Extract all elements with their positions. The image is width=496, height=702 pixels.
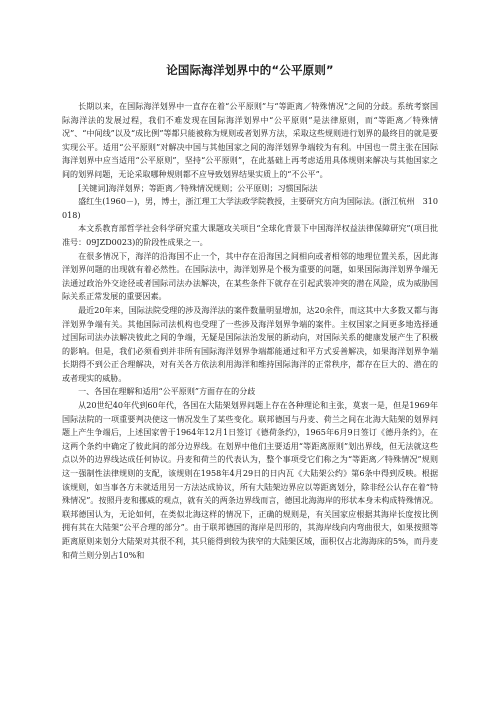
abstract-paragraph: 长期以来，在国际海洋划界中一直存在着“公平原则”与“等距离／特殊情况”之间的分歧。系统考察国际海洋法的发展过程，我们不难发现在国际海洋划界中“公平原则”是法律原则，而“等距离／特殊情况”、“中间线”以及“成比例”等都只能被称为规则或者划界方法，采取这些规则进行划界的最终目的就是要实现公平。适用“公平原则”对解决中国与其他国家之间的海洋划界争端较为有利。中国也一贯主张在国际海洋划界中应当适用“公平原则”，坚持“公平原则”，在此基础上再考虑适用具体规则来解决与其他国家之间的划界问题，无论采取哪种规则都不应导致划界结果实质上的“不公平”。 — [62, 102, 438, 179]
intro-paragraph-2: 最近20年来，国际法院受理的涉及海洋法的案件数量明显增加，达20余件，而这其中大多数又都与海洋划界争端有关。其他国际司法机构也受理了一些涉及海洋划界争端的案件。主权国家之间更多地选择通过国际司法办法解决彼此之间的争端，无疑是国际法治发展的新动向，对国际关系的健康发展产生了积极的影响。但是，我们必须看到并非所有国际海洋划界争端都能通过和平方式妥善解决，如果海洋划界争端长期得不到公正合理解决，对有关各方依法利用海洋和维持国际海洋的正常秩序，都存在巨大的、潜在的或者现实的威胁。 — [62, 305, 438, 383]
intro-paragraph-1: 在很多情况下，海洋的沿海国不止一个，其中存在沿海国之间相向或者相邻的地理位置关系，因此海洋划界问题的出现就有着必然性。在国际法中，海洋划界是个极为重要的问题，如果国际海洋划界争端无法通过政治外交途径或者国际司法办法解决，在某些条件下就存在引起武装冲突的潜在风险，成为威胁国际关系正常发展的重要因素。 — [62, 251, 438, 302]
author-paragraph: 盛红生(1960－)，男，博士，浙江理工大学法政学院教授，主要研究方向为国际法。(浙江杭州 310018) — [62, 197, 438, 220]
body-paragraph-1: 从20世纪40年代到60年代，各国在大陆架划界问题上存在各种理论和主张，莫衷一是，但是1969年国际法院的一项重要判决使这一情况发生了某些变化。联邦德国与丹麦、荷兰之间在北海大陆架的划界问题上产生争端后，上述国家曾于1964年12月1日签订《德荷条约》，1965年6月9日签订《德丹条约》，在这两个条约中确定了彼此间的部分边界线。在划界中他们主要适用“等距离原则”划出界线，但无法就这些点以外的边界线达成任何协议。丹麦和荷兰的代表认为，整个事项受它们称之为“等距离／特殊情况”规则这一强制性法律规则的支配，该规则在1958年4月29日的日内瓦《大陆架公约》第6条中得到反映。根据该规则，如当事各方未就适用另一方法达成协议，所有大陆架边界应以等距离划分，除非经公认存在着“特殊情况”。按照丹麦和挪威的观点，就有关的两条边界线而言，德国北海海岸的形状本身未构成特殊情况。联邦德国认为，无论如何，在类似北海这样的情况下，正确的规则是，有关国家应根据其海岸长度按比例拥有其在大陆架“公平合理的部分”。由于联邦德国的海岸是凹形的，其海岸线向内弯曲很大，如果按照等距离原则来划分大陆架对其很不利，其只能得到较为狭窄的大陆架区域，面积仅占北海海床的5%，而丹麦和荷兰则分别占10%和 — [62, 401, 438, 560]
keywords-paragraph: [关键词]海洋划界；等距离／特殊情况规则；公平原则；习惯国际法 — [78, 183, 318, 193]
section-heading-1: 一、各国在理解和适用“公平原则”方面存在的分歧 — [78, 387, 256, 397]
paper-title: 论国际海洋划界中的“公平原则” — [166, 63, 334, 77]
funding-paragraph: 本文系教育部哲学社会科学研究重大课题攻关项目“全球化背景下中国海洋权益法律保障研究”(项目批准号：09JZD0023)的阶段性成果之一。 — [62, 224, 438, 247]
